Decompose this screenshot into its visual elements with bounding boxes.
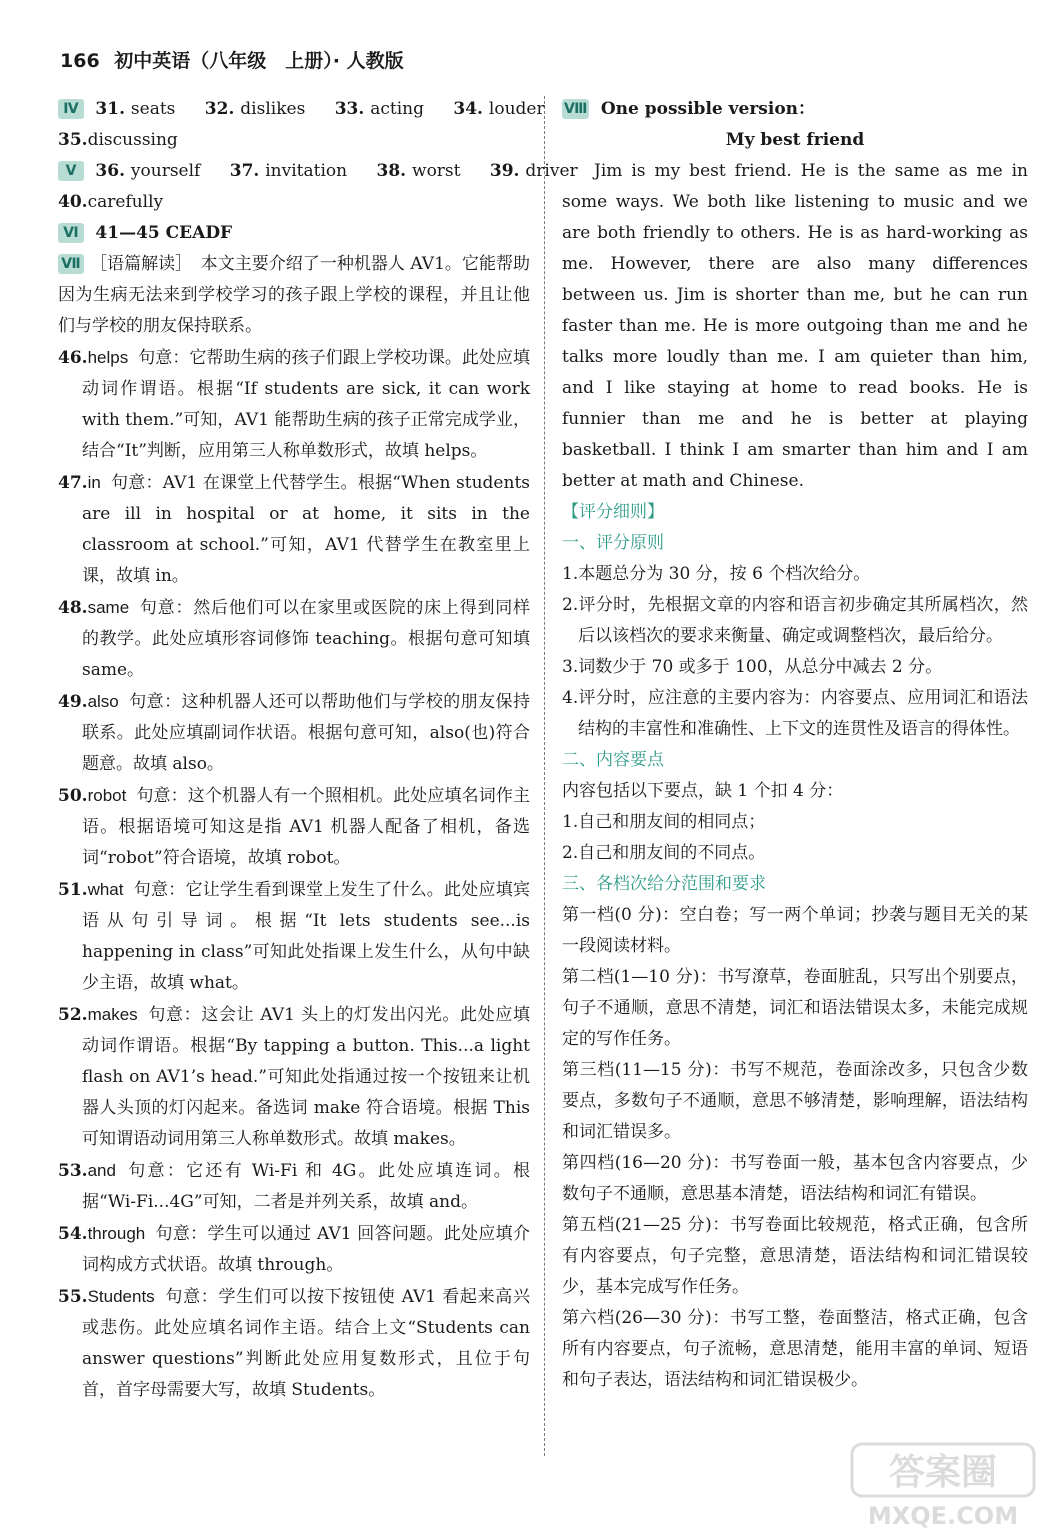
rubric-heading-1: 一、评分原则 [562,533,664,553]
right-column [562,94,1028,1396]
grade-band: 第五档(21—25 分)：书写卷面比较规范，格式正确，包含所有内容要点，句子完整，意思清楚，语法结构和词汇错误较少，基本完成写作任务。 [562,1215,1028,1297]
essay-paragraph: Jim is my best friend. He is the same as me in some ways. We both like listening to music and we are both friendly to others. He is as hard-working as me. However, there are also many differences between us. Jim is shorter than me, but he can run faster than me. He is more outgoing than me and he talks more loudly than me. I am quieter than him, and I like staying at home to read books. He is funnier than me and he is better at playing basketball. I think I am smarter than him and I am better at math and Chinese. [562,161,1028,491]
section-mark-7: Ⅶ [58,254,84,274]
answer-37: 37. invitation [229,161,348,181]
section-5-row-2 [58,187,530,218]
section-6 [58,218,530,249]
content-point: 1.自己和朋友间的相同点； [562,812,766,832]
sample-essay [562,156,1028,497]
explanation-item: 48.same 句意：然后他们可以在家里或医院的床上得到同样的教学。此处应填形容词修饰 teaching。根据句意可知填 same。 [58,598,530,680]
section-mark-6: Ⅵ [58,223,84,243]
explanation-list [58,342,530,1406]
column-divider [544,96,545,1456]
content-point: 2.自己和朋友间的不同点。 [562,843,766,863]
section-4-row-2 [58,125,530,156]
answer-34: 34. louder [453,99,545,119]
rubric-principle: 3.词数少于 70 或多于 100，从总分中减去 2 分。 [562,657,943,677]
grade-band: 第四档(16—20 分)：书写卷面一般，基本包含内容要点，少数句子不通顺，意思基本清楚，语法结构和词汇有错误。 [562,1153,1028,1204]
section-4-row-1 [58,94,545,125]
explanation-item: 54.through 句意：学生可以通过 AV1 回答问题。此处应填介词构成方式状语。故填 through。 [58,1224,530,1275]
explanation-item: 52.makes 句意：这会让 AV1 头上的灯发出闪光。此处应填动词作谓语。根据“By tapping a button. This...a light flash on AV1’s head.”可知此处指通过按一个按钮来让机器人头顶的灯闪起来。备选词 make 符合语境。根据 This 可知谓语动词用第三人称单数形式。故填 makes。 [58,1005,530,1149]
explanation-item: 49.also 句意：这种机器人还可以帮助他们与学校的朋友保持联系。此处应填副词作状语。根据句意可知，also(也)符合题意。故填 also。 [58,692,530,774]
site-watermark-logo [848,1440,1038,1530]
section-7-intro [58,249,530,342]
answer-38: 38. worst [376,161,461,181]
answer-31: 31. seats [95,99,176,119]
explanation-item: 53.and 句意：它还有 Wi-Fi 和 4G。此处应填连词。根据“Wi-Fi...4G”可知，二者是并列关系，故填 and。 [58,1161,530,1212]
answer-40: 40.carefully [58,192,164,212]
answer-32: 32. dislikes [204,99,306,119]
page-number: 166 [60,50,100,72]
section-8-heading [562,94,1028,125]
rubric-principle: 4.评分时，应注意的主要内容为：内容要点、应用词汇和语法结构的丰富性和准确性、上下文的连贯性及语言的得体性。 [562,688,1028,739]
section-mark-8: Ⅷ [564,101,588,117]
grade-band: 第六档(26—30 分)：书写工整，卷面整洁，格式正确，包含所有内容要点，句子流畅，意思清楚，能用丰富的单词、短语和句子表达，语法结构和词汇错误极少。 [562,1308,1028,1390]
rubric-principle: 2.评分时，先根据文章的内容和语言初步确定其所属档次，然后以该档次的要求来衡量、确定或调整档次，最后给分。 [562,595,1028,646]
content-point: 内容包括以下要点，缺 1 个扣 4 分： [562,781,844,801]
rubric-heading-3: 三、各档次给分范围和要求 [562,874,766,894]
section-6-answers: 41—45 CEADF [95,223,233,243]
rubric-tag: 【评分细则】 [562,502,664,522]
explanation-item: 51.what 句意：它让学生看到课堂上发生了什么。此处应填宾语从句引导词。根据“It lets students see...is happening in class”可知此处指课上发生什么，从句中缺少主语，故填 what。 [58,880,530,993]
svg-text:答案圈: 答案圈 [888,1452,998,1493]
rubric-principle: 1.本题总分为 30 分，按 6 个档次给分。 [562,564,871,584]
svg-text:MXQE.COM: MXQE.COM [867,1502,1019,1530]
answer-33: 33. acting [334,99,424,119]
section-mark-4: Ⅳ [58,99,84,119]
grade-band: 第二档(1—10 分)：书写潦草，卷面脏乱，只写出个别要点，句子不通顺，意思不清楚，词汇和语法错误太多，未能完成规定的写作任务。 [562,967,1028,1049]
grade-band: 第一档(0 分)：空白卷；写一两个单词；抄袭与题目无关的某一段阅读材料。 [562,905,1028,956]
essay-title: My best friend [725,130,865,150]
book-title: 初中英语（八年级 上册）· 人教版 [114,50,404,72]
answer-39: 39. driver [489,161,578,181]
passage-analysis: ［语篇解读］ 本文主要介绍了一种机器人 AV1。它能帮助因为生病无法来到学校学习的孩子跟上学校的课程，并且让他们与学校的朋友保持联系。 [58,254,530,336]
answer-35: 35.discussing [58,130,178,150]
section-5-row-1 [58,156,578,187]
page-header [60,46,404,73]
section-mark-5: Ⅴ [58,161,84,181]
explanation-item: 46.helps 句意：它帮助生病的孩子们跟上学校功课。此处应填动词作谓语。根据“If students are sick, it can work with them.”可知，AV1 能帮助生病的孩子正常完成学业，结合“It”判断，应用第三人称单数形式，故填 helps。 [58,348,530,461]
grade-band: 第三档(11—15 分)：书写不规范，卷面涂改多，只包含少数要点，多数句子不通顺，意思不够清楚，影响理解，语法结构和词汇错误多。 [562,1060,1028,1142]
sample-label: One possible version： [600,99,816,119]
explanation-item: 50.robot 句意：这个机器人有一个照相机。此处应填名词作主语。根据语境可知这是指 AV1 机器人配备了相机，备选词“robot”符合语境，故填 robot。 [58,786,530,868]
explanation-item: 47.in 句意：AV1 在课堂上代替学生。根据“When students are ill in hospital or at home, it sits in the classroom at school.”可知，AV1 代替学生在教室里上课，故填 in。 [58,473,530,586]
rubric-heading-2: 二、内容要点 [562,750,664,770]
answer-36: 36. yourself [95,161,201,181]
explanation-item: 55.Students 句意：学生们可以按下按钮使 AV1 看起来高兴或悲伤。此处应填名词作主语。结合上文“Students can answer questions”判断此处应用复数形式，且位于句首，首字母需要大写，故填 Students。 [58,1287,530,1400]
